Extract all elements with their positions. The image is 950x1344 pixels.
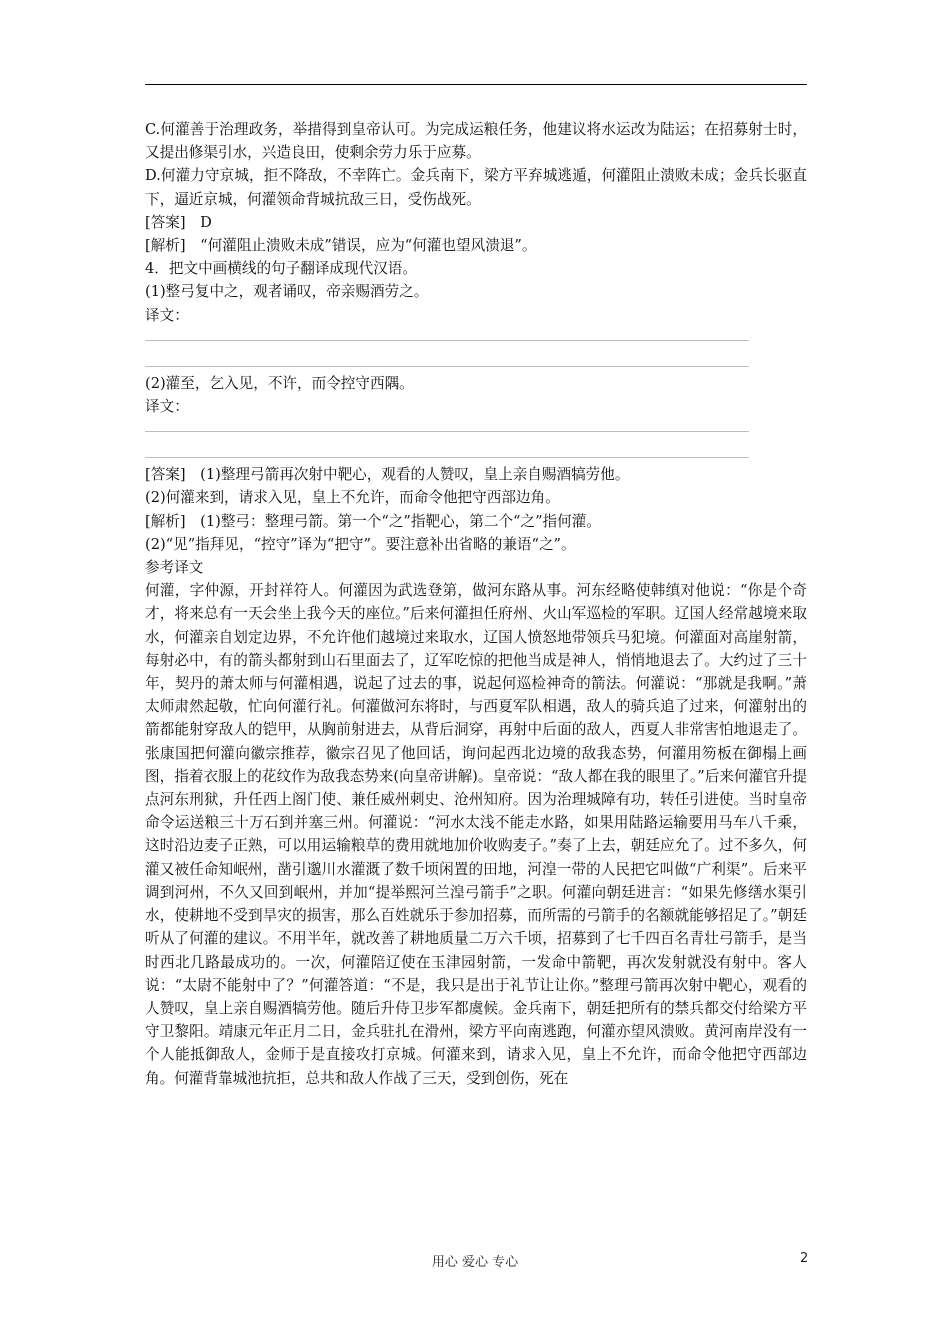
option-c: C.何灌善于治理政务，举措得到皇帝认可。为完成运粮任务，他建议将水运改为陆运；在招募射士时，又提出修渠引水，兴造良田，使剩余劳力乐于应募。: [145, 121, 807, 162]
answer-4-1: [答案] (1)整理弓箭再次射中靶心，观看的人赞叹，皇上亲自赐酒犒劳他。: [145, 466, 630, 484]
translation-label-2: 译文：: [145, 398, 189, 416]
footer-text: 用心 爱心 专心: [431, 1255, 519, 1270]
reference-text: 何灌，字仲源，开封祥符人。何灌因为武选登第，做河东路从事。河东经略使韩缜对他说：“你是个奇才，将来总有一天会坐上我今天的座位。”后来何灌担任府州、火山军巡检的军职。辽国人经常越境来取水，何灌亲自划定边界，不允许他们越境过来取水，辽国人愤怒地带领兵马犯境。何灌面对高崖射箭，每射必中，有的箭头都射到山石里面去了，辽军吃惊的把他当成是神人，悄悄地退去了。大约过了三十年，契丹的萧太师与何灌相遇，说起了过去的事，说起何巡检神奇的箭法。何灌说：“那就是我啊。”萧太师肃然起敬，忙向何灌行礼。何灌做河东将时，与西夏军队相遇，敌人的骑兵追了过来，何灌射出的箭都能射穿敌人的铠甲，从胸前射进去，从背后洞穿，再射中后面的敌人，西夏人非常害怕地退走了。张康国把何灌向徽宗推荐，徽宗召见了他回话，询问起西北边境的敌我态势，何灌用笏板在御榻上画图，指着衣服上的花纹作为敌我态势来(向皇帝讲解)。皇帝说：“敌人都在我的眼里了。”后来何灌官升提点河东刑狱，升任西上阁门使、兼任威州刺史、沧州知府。因为治理城障有功，转任引进使。当时皇帝命令运送粮三十万石到并塞三州。何灌说：“河水太浅不能走水路，如果用陆路运输要用马车八千乘，这时沿边麦子正熟，可以用运输粮草的费用就地加价收购麦子。”奏了上去，朝廷应允了。过不多久，何灌又被任命知岷州，凿引邈川水灌溉了数千顷闲置的田地，河湟一带的人民把它叫做“广利渠”。后来平调到河州，不久又回到岷州，并加“提举熙河兰湟弓箭手”之职。何灌向朝廷进言：“如果先修缮水渠引水，使耕地不受到旱灾的损害，那么百姓就乐于参加招募，而所需的弓箭手的名额就能够招足了。”朝廷听从了何灌的建议。不用半年，就改善了耕地质量二万六千顷，招募到了七千四百名青壮弓箭手，是当时西北几路最成功的。一次，何灌陪辽使在玉津园射箭，一发命中箭靶，再次发射就没有射中。客人说：“太尉不能射中了？”何灌答道：“不是，我只是出于礼节让让你。”整理弓箭再次射中靶心，观看的人赞叹，皇上亲自赐酒犒劳他。随后升侍卫步军都虞候。金兵南下，朝廷把所有的禁兵都交付给梁方平守卫黎阳。靖康元年正月二日，金兵驻扎在滑州，梁方平向南逃跑，何灌亦望风溃败。黄河南岸没有一个人能抵御敌人，金师于是直接攻打京城。何灌来到，请求入见，皇上不允许，而命令他把守西部边角。何灌背靠城池抗拒，总共和敌人作战了三天，受到创伤，死在: [145, 582, 807, 1087]
sentence-2: (2)灌至，乞入见，不许，而令控守西隅。: [145, 374, 414, 392]
answer-4-2: (2)何灌来到，请求入见，皇上不允许，而命令他把守西部边角。: [145, 489, 560, 507]
document-body: [145, 118, 807, 1090]
option-d: D.何灌力守京城，拒不降敌，不幸阵亡。金兵南下，梁方平弃城逃遁，何灌阻止溃败未成；金兵长驱直下，逼近京城，何灌领命背城抗敌三日，受伤战死。: [145, 167, 807, 208]
reference-title: 参考译文: [145, 559, 204, 577]
analysis-3: [解析] “何灌阻止溃败未成”错误，应为“何灌也望风溃退”。: [145, 237, 537, 255]
page-number: 2: [800, 1251, 809, 1266]
answer-blank-line: [145, 418, 749, 432]
translation-label-1: 译文：: [145, 306, 189, 324]
answer-3: [答案] D: [145, 213, 212, 231]
sentence-1: (1)整弓复中之，观者诵叹，帝亲赐酒劳之。: [145, 283, 429, 301]
header-rule: [145, 84, 807, 85]
question-4: 4．把文中画横线的句子翻译成现代汉语。: [145, 260, 417, 278]
analysis-4-2: (2)“见”指拜见，“控守”译为“把守”。要注意补出省略的兼语“之”。: [145, 535, 576, 553]
answer-blank-line: [145, 327, 749, 341]
analysis-4-1: [解析] (1)整弓：整理弓箭。第一个“之”指靶心，第二个“之”指何灌。: [145, 512, 601, 530]
answer-blank-line: [145, 432, 749, 458]
answer-blank-line: [145, 341, 749, 367]
